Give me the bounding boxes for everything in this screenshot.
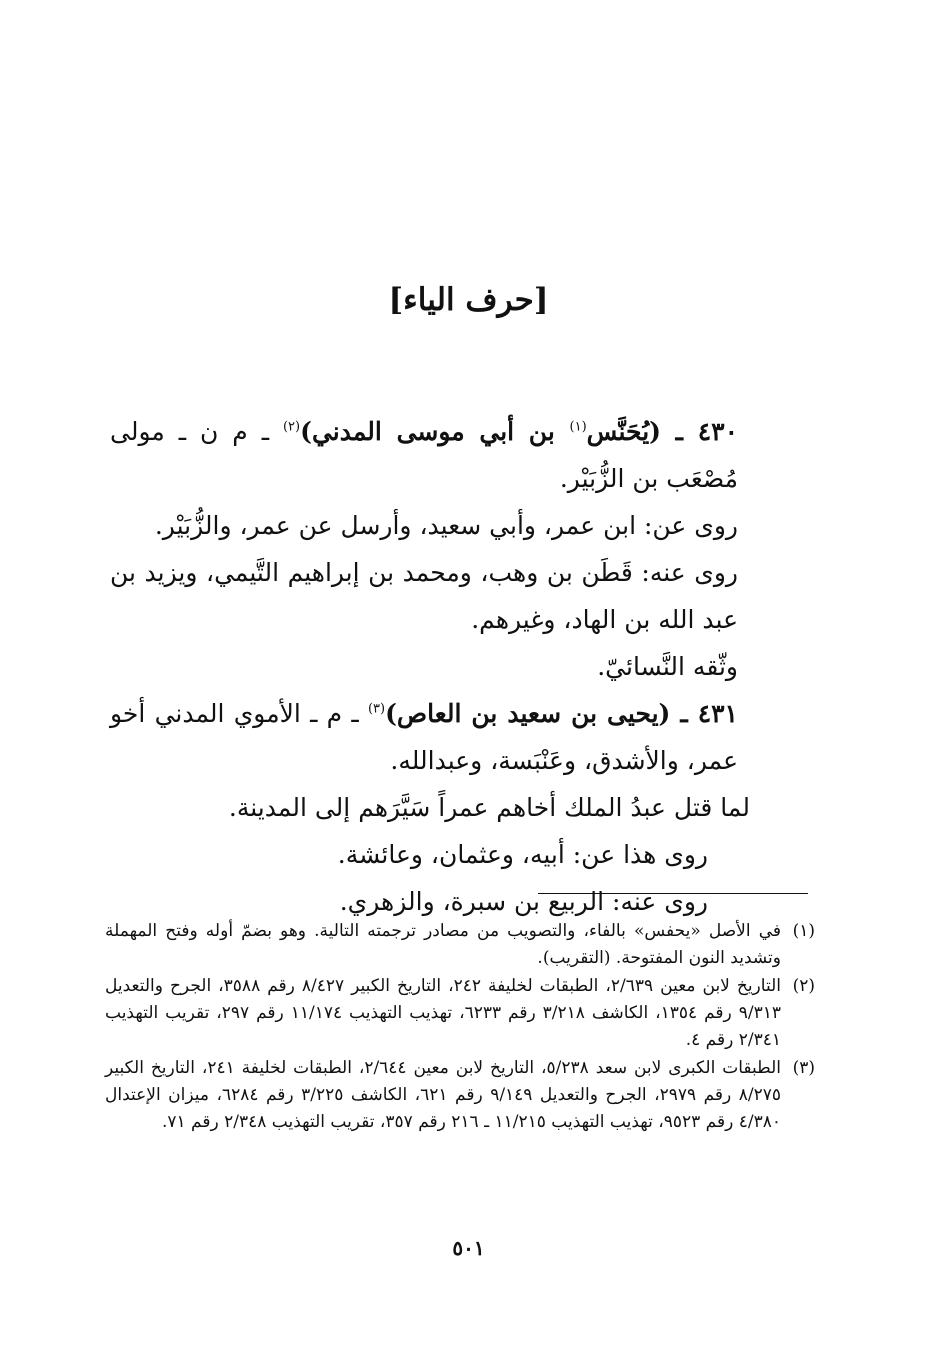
footnote-number: (٢): [792, 976, 815, 996]
footnote-number: (٣): [792, 1058, 815, 1078]
footnotes: [105, 918, 815, 1137]
footnote-ref-3: (٣): [367, 701, 386, 717]
footnote-3: [105, 1055, 815, 1136]
footnote-divider: [538, 893, 808, 894]
entry-431-narrated-from: روى هذا عن: أبيه، وعثمان، وعائشة.: [337, 840, 708, 869]
footnote-ref-2: (٢): [282, 419, 301, 435]
footnote-1: [105, 918, 815, 972]
footnote-number: (١): [792, 921, 815, 941]
footnote-ref-1: (١): [569, 419, 587, 435]
entry-430-authentication: وثّقه النَّسائيّ.: [597, 652, 738, 681]
entry-430-narrated-by: روى عنه: قَطَن بن وهب، ومحمد بن إبراهيم التَّيمي، ويزيد بن عبد الله بن الهاد، وغيرهم.: [110, 558, 738, 634]
entry-431-rest: ـ م ـ الأموي المدني أخو عمر، والأشدق، وعَنْبَسة، وعبدالله.: [110, 699, 738, 775]
chapter-heading: [حرف الياء]: [388, 282, 549, 318]
entry-431-name: ٤٣١ ـ (يحيى بن سعيد بن العاص): [385, 699, 738, 728]
entry-431-note: لما قتل عبدُ الملك أخاهم عمراً سَيَّرَهم إلى المدينة.: [228, 793, 750, 822]
footnote-2: [105, 973, 815, 1054]
entry-430-name-b: بن أبي موسى المدني): [300, 417, 570, 446]
footnote-text: الطبقات الكبرى لابن سعد ٥/٢٣٨، التاريخ لابن معين ٢/٦٤٤، الطبقات لخليفة ٢٤١، التاريخ الكبير ٨/٢٧٥ رقم ٢٩٧٩، الجرح والتعديل ٩/١٤٩ رقم ٦٢١، الكاشف ٣/٢٢٥ رقم ٦٢٨٤، ميزان الإعتدال ٤/٣٨٠ رقم ٩٥٢٣، تهذيب التهذيب ١١/٢١٥ ـ ٢١٦ رقم ٣٥٧، تقريب التهذيب ٢/٣٤٨ رقم ٧١.: [105, 1058, 782, 1132]
entry-431-header: [110, 690, 780, 784]
main-text: [110, 408, 780, 925]
entry-430-header: [110, 408, 780, 502]
entry-430-rest: ـ م ن ـ مولى مُصْعَب بن الزُّبَيْر.: [110, 417, 738, 493]
entry-431-narrated-by: روى عنه: الربيع بن سبرة، والزهري.: [339, 887, 708, 916]
page-number: ٥٠١: [452, 1236, 485, 1260]
footnote-text: التاريخ لابن معين ٢/٦٣٩، الطبقات لخليفة ٢٤٢، التاريخ الكبير ٨/٤٢٧ رقم ٣٥٨٨، الجرح والتعديل ٩/٣١٣ رقم ١٣٥٤، الكاشف ٣/٢١٨ رقم ٦٢٣٣، تهذيب التهذيب ١١/١٧٤ رقم ٢٩٧، تقريب التهذيب ٢/٣٤١ رقم ٤.: [105, 976, 781, 1050]
entry-430-narrated-from: روى عن: ابن عمر، وأبي سعيد، وأرسل عن عمر، والزُّبَيْر.: [154, 511, 738, 540]
footnote-text: في الأصل «يحفس» بالفاء، والتصويب من مصادر ترجمته التالية. وهو بضمّ أوله وفتح المهملة وتشديد النون المفتوحة. (التقريب).: [105, 921, 781, 968]
entry-430-name-a: ٤٣٠ ـ (يُحَنَّس: [586, 417, 739, 446]
